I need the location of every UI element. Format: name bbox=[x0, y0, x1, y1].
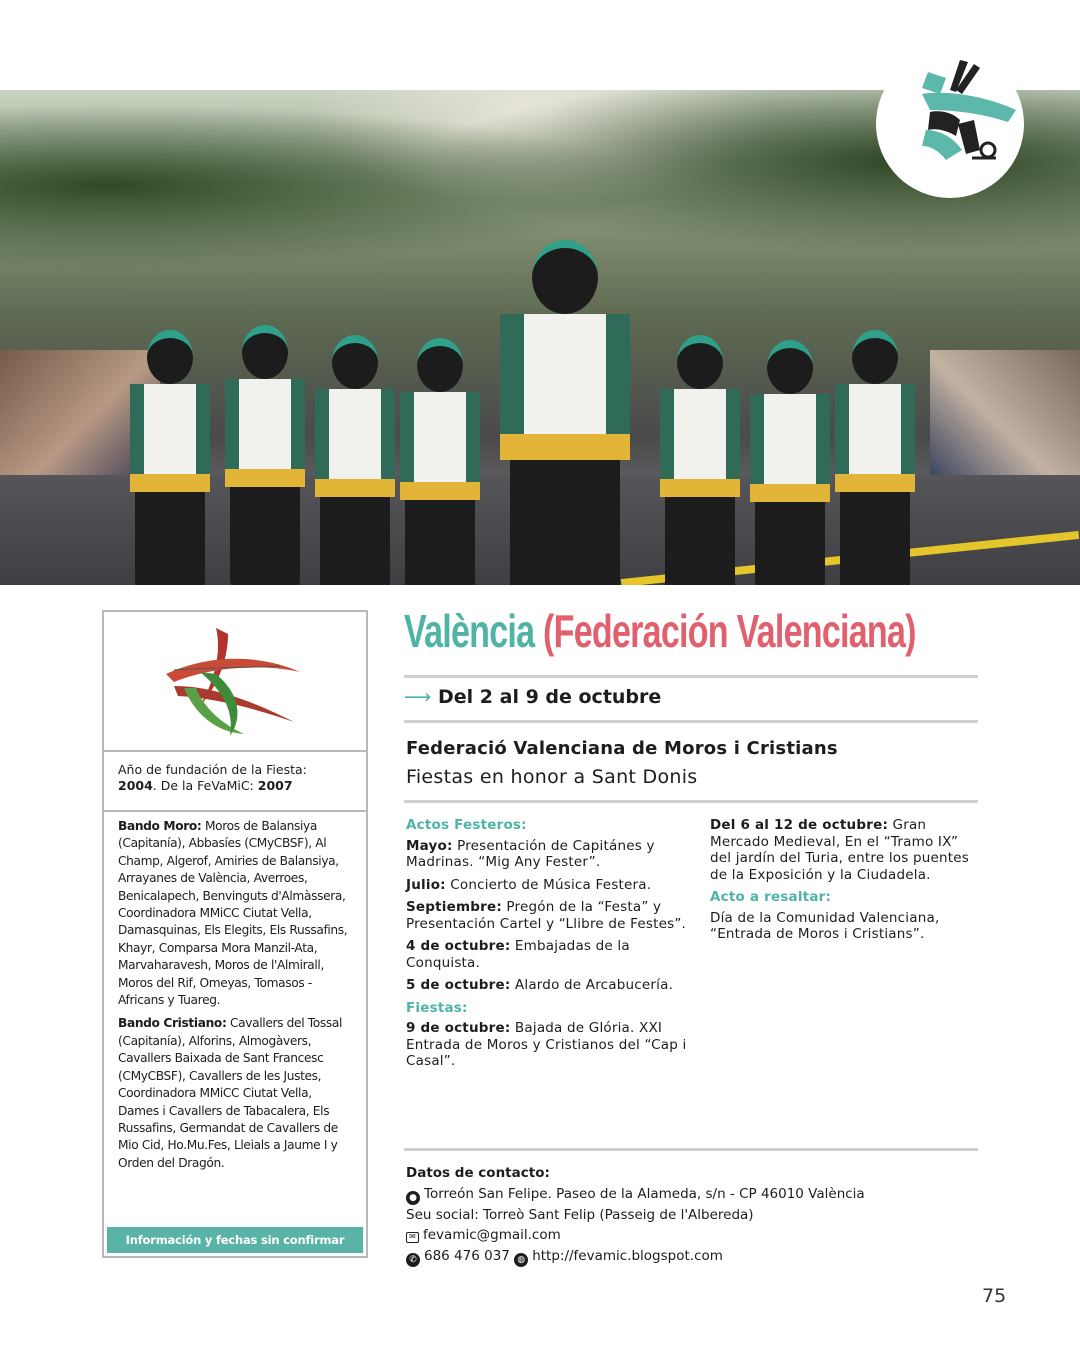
dancer bbox=[750, 340, 830, 585]
bando-cristiano bbox=[118, 1015, 356, 1172]
acto-item bbox=[406, 877, 690, 894]
event-dates bbox=[404, 686, 978, 714]
acto-text: Concierto de Música Festera. bbox=[445, 876, 652, 893]
acto-date: 5 de octubre: bbox=[406, 977, 511, 993]
acto-item bbox=[406, 838, 690, 871]
contact-web[interactable]: http://fevamic.blogspot.com bbox=[532, 1247, 723, 1264]
fevamic-logo-icon bbox=[104, 612, 366, 750]
acto-date: Julio: bbox=[406, 876, 446, 893]
resaltar-text: Día de la Comunidad Valenciana, “Entrada de Moros i Cristians”. bbox=[710, 909, 940, 942]
fiestas-item bbox=[406, 1020, 690, 1070]
mercado-date: Del 6 al 12 de octubre: bbox=[710, 817, 889, 833]
organization-name: Federació Valenciana de Moros i Cristians bbox=[406, 738, 838, 759]
fiestas-heading: Fiestas: bbox=[406, 999, 468, 1016]
bando-cristiano-label: Bando Cristiano: bbox=[118, 1016, 227, 1031]
acto-item bbox=[406, 977, 690, 994]
acto-text: Presentación de Capitánes y Madrinas. “Mig Any Fester”. bbox=[406, 837, 655, 870]
contact-heading: Datos de contacto: bbox=[406, 1165, 550, 1181]
acto-date: 4 de octubre: bbox=[406, 938, 511, 954]
dancer bbox=[315, 335, 395, 585]
contact-phone[interactable]: 686 476 037 bbox=[424, 1247, 510, 1264]
acto-date: Septiembre: bbox=[406, 899, 502, 915]
acto-text: Embajadas de la Conquista. bbox=[406, 938, 630, 971]
contact-address: Torreón San Felipe. Paseo de la Alameda, s/n - CP 46010 València bbox=[424, 1185, 865, 1202]
dancer bbox=[225, 325, 305, 585]
acto-date: Mayo: bbox=[406, 837, 453, 854]
divider bbox=[404, 675, 978, 678]
dancer bbox=[660, 335, 740, 585]
bando-cristiano-text: Cavallers del Tossal (Capitanía), Alforins, Almogàvers, Cavallers Baixada de Sant Francesc (CMyCBSF), Cavallers de les Justes, Coordinadora MMiCC Ciutat Vella, Dames i Cavallers de Tabacalera, Els Russafins, Germandat de Cavallers de Mio Cid, Ho.Mu.Fes, Lleials a Jaume I y Orden del Dragón. bbox=[118, 1016, 343, 1170]
fevamic-logo-box bbox=[104, 612, 366, 752]
dancer-lead bbox=[500, 240, 630, 585]
bando-moro bbox=[118, 818, 356, 1009]
envelope-icon: ✉ bbox=[406, 1232, 419, 1243]
divider bbox=[404, 720, 978, 723]
divider bbox=[404, 1148, 978, 1151]
fevamic-year: 2007 bbox=[257, 778, 293, 793]
phone-icon: ✆ bbox=[406, 1253, 420, 1267]
page-title bbox=[404, 604, 916, 674]
actos-heading: Actos Festeros: bbox=[406, 817, 527, 833]
globe-icon: ◍ bbox=[514, 1253, 528, 1267]
hero-dancers bbox=[130, 320, 950, 585]
title-city: València bbox=[404, 605, 535, 657]
acto-item bbox=[406, 899, 690, 932]
event-dates-text: Del 2 al 9 de octubre bbox=[438, 686, 662, 708]
moor-badge-icon bbox=[876, 50, 1024, 198]
acto-item bbox=[406, 938, 690, 971]
info-card bbox=[102, 610, 368, 1258]
mercado-item bbox=[710, 817, 982, 883]
mercado-text: Gran Mercado Medieval, En el “Tramo IX” del jardín del Turia, entre los puentes de la Exposición y la Ciudadela. bbox=[710, 817, 970, 883]
extra-column bbox=[710, 817, 982, 949]
contact-block bbox=[406, 1163, 1006, 1267]
dancer bbox=[835, 330, 915, 585]
acto-text: Pregón de la “Festa” y Presentación Cartel y “Llibre de Festes”. bbox=[406, 899, 687, 932]
honor-subtitle: Fiestas en honor a Sant Donis bbox=[406, 766, 698, 788]
foundation-year: 2004 bbox=[118, 778, 153, 793]
foundation-label: Año de fundación de la Fiesta: bbox=[118, 762, 307, 777]
contact-email[interactable]: fevamic@gmail.com bbox=[423, 1227, 561, 1243]
acto-text: Alardo de Arcabucería. bbox=[510, 977, 674, 993]
bando-moro-text: Moros de Balansiya (Capitanía), Abbasíes (CMyCBSF), Al Champ, Algerof, Amiries de Balansiya, Arrayanes de València, Averroes, Benicalapech, Benvinguts d'Almàssera, Coordinadora MMiCC Ciutat Vella, Damasquinas, Els Elegits, Els Russafins, Khayr, Comparsa Mora Manzil-Ata, Marvaharavesh, Moros de l'Almirall, Moros del Rif, Omeyas, Tomasos - Africans y Tuareg. bbox=[118, 819, 348, 1008]
dancer bbox=[130, 330, 210, 585]
actos-column bbox=[406, 817, 690, 1076]
unconfirmed-note: Información y fechas sin confirmar bbox=[107, 1227, 363, 1253]
dancer bbox=[400, 338, 480, 585]
divider bbox=[404, 800, 978, 803]
contact-seat: Seu social: Torreò Sant Felip (Passeig de l'Albereda) bbox=[406, 1206, 754, 1223]
bando-moro-label: Bando Moro: bbox=[118, 819, 202, 833]
fiestas-text: Bajada de Glória. XXI Entrada de Moros y Cristianos del “Cap i Casal”. bbox=[406, 1020, 687, 1069]
location-pin-icon: ● bbox=[406, 1191, 420, 1205]
foundation-info bbox=[104, 750, 366, 812]
title-federation: (Federación Valenciana) bbox=[543, 605, 916, 657]
page-number: 75 bbox=[982, 1285, 1007, 1307]
bandos-list bbox=[104, 818, 366, 1178]
resaltar-heading: Acto a resaltar: bbox=[710, 889, 832, 905]
arrow-right-icon: ⟶ bbox=[404, 686, 432, 708]
fiestas-date: 9 de octubre: bbox=[406, 1020, 511, 1036]
foundation-mid: . De la FeVaMiC: bbox=[152, 778, 258, 793]
